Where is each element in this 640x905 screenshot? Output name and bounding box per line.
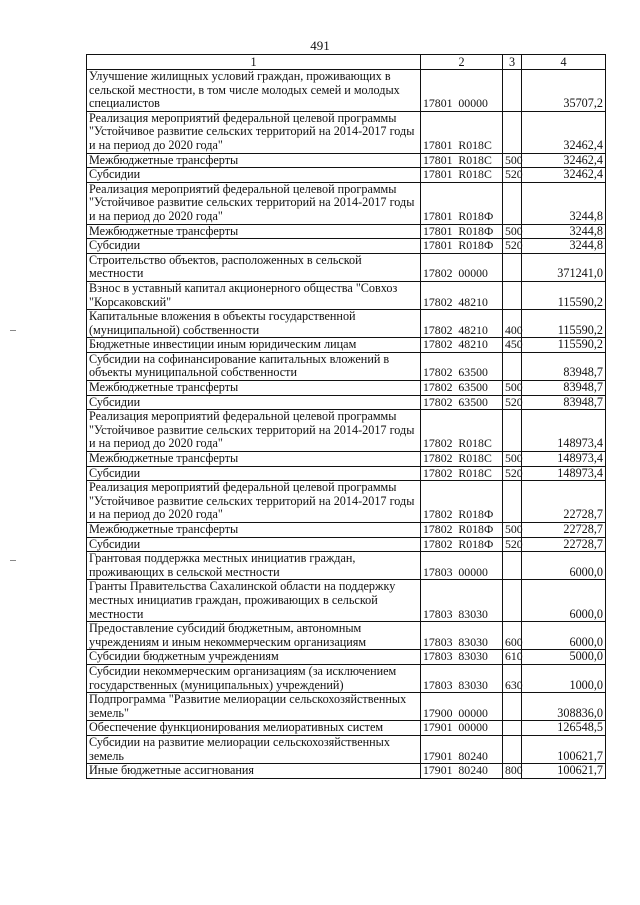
row-name: Реализация мероприятий федеральной целевой программы "Устойчивое развитие сельских территорий на 2014-2017 годы и на период до 2020 года" xyxy=(87,410,421,452)
table-row xyxy=(87,552,606,580)
row-expense-type xyxy=(503,281,522,309)
row-amount: 6000,0 xyxy=(522,580,606,622)
row-name: Обеспечение функционирования мелиоративных систем xyxy=(87,721,421,736)
row-code: 17901 00000 xyxy=(421,721,503,736)
row-expense-type xyxy=(503,580,522,622)
row-code: 17802 R018Ф xyxy=(421,481,503,523)
row-code: 17802 48210 xyxy=(421,338,503,353)
row-amount: 3244,8 xyxy=(522,182,606,224)
row-expense-type xyxy=(503,481,522,523)
row-expense-type xyxy=(503,182,522,224)
row-expense-type: 520 xyxy=(503,537,522,552)
row-code: 17802 63500 xyxy=(421,395,503,410)
header-col-3: 3 xyxy=(503,55,522,70)
row-expense-type: 450 xyxy=(503,338,522,353)
row-amount: 115590,2 xyxy=(522,281,606,309)
page-number: 491 xyxy=(310,38,330,53)
row-name: Субсидии xyxy=(87,395,421,410)
row-expense-type: 500 xyxy=(503,153,522,168)
row-expense-type xyxy=(503,70,522,112)
row-code: 17803 83030 xyxy=(421,650,503,665)
table-row xyxy=(87,224,606,239)
row-amount: 22728,7 xyxy=(522,523,606,538)
row-name: Межбюджетные трансферты xyxy=(87,381,421,396)
row-code: 17801 R018Ф xyxy=(421,239,503,254)
row-code: 17801 R018C xyxy=(421,111,503,153)
row-name: Реализация мероприятий федеральной целевой программы "Устойчивое развитие сельских территорий на 2014-2017 годы и на период до 2020 года" xyxy=(87,182,421,224)
row-expense-type: 500 xyxy=(503,452,522,467)
table-row xyxy=(87,182,606,224)
row-expense-type xyxy=(503,693,522,721)
row-name: Строительство объектов, расположенных в сельской местности xyxy=(87,253,421,281)
row-expense-type: 520 xyxy=(503,466,522,481)
row-expense-type: 500 xyxy=(503,224,522,239)
table-row xyxy=(87,466,606,481)
table-row xyxy=(87,580,606,622)
table-row xyxy=(87,664,606,692)
row-amount: 3244,8 xyxy=(522,224,606,239)
row-code: 17802 R018C xyxy=(421,410,503,452)
row-name: Межбюджетные трансферты xyxy=(87,224,421,239)
row-name: Улучшение жилищных условий граждан, проживающих в сельской местности, в том числе молодых семей и молодых специалистов xyxy=(87,70,421,112)
row-code: 17802 R018C xyxy=(421,452,503,467)
table-header xyxy=(87,55,606,70)
row-expense-type: 600 xyxy=(503,622,522,650)
table-row xyxy=(87,481,606,523)
row-name: Субсидии xyxy=(87,537,421,552)
row-name: Субсидии xyxy=(87,168,421,183)
row-amount: 126548,5 xyxy=(522,721,606,736)
header-col-2: 2 xyxy=(421,55,503,70)
table-row xyxy=(87,537,606,552)
row-amount: 35707,2 xyxy=(522,70,606,112)
row-name: Субсидии на развитие мелиорации сельскохозяйственных земель xyxy=(87,735,421,763)
row-amount: 83948,7 xyxy=(522,352,606,380)
table-row xyxy=(87,650,606,665)
table-row xyxy=(87,239,606,254)
row-amount: 1000,0 xyxy=(522,664,606,692)
row-code: 17802 00000 xyxy=(421,253,503,281)
row-amount: 371241,0 xyxy=(522,253,606,281)
table-row xyxy=(87,310,606,338)
budget-table xyxy=(86,54,606,779)
row-amount: 115590,2 xyxy=(522,310,606,338)
margin-mark xyxy=(10,560,16,561)
row-amount: 100621,7 xyxy=(522,735,606,763)
row-amount: 148973,4 xyxy=(522,410,606,452)
row-name: Предоставление субсидий бюджетным, автономным учреждениям и иным некоммерческим организациям xyxy=(87,622,421,650)
row-amount: 5000,0 xyxy=(522,650,606,665)
row-amount: 115590,2 xyxy=(522,338,606,353)
row-amount: 3244,8 xyxy=(522,239,606,254)
row-amount: 22728,7 xyxy=(522,537,606,552)
row-name: Взнос в уставный капитал акционерного общества "Совхоз "Корсаковский" xyxy=(87,281,421,309)
table-row xyxy=(87,281,606,309)
row-amount: 32462,4 xyxy=(522,153,606,168)
row-code: 17801 00000 xyxy=(421,70,503,112)
row-amount: 6000,0 xyxy=(522,552,606,580)
row-amount: 308836,0 xyxy=(522,693,606,721)
row-name: Межбюджетные трансферты xyxy=(87,153,421,168)
row-code: 17802 48210 xyxy=(421,281,503,309)
row-expense-type: 610 xyxy=(503,650,522,665)
row-code: 17802 R018Ф xyxy=(421,523,503,538)
row-code: 17900 00000 xyxy=(421,693,503,721)
row-name: Межбюджетные трансферты xyxy=(87,523,421,538)
table-row xyxy=(87,70,606,112)
row-code: 17802 R018Ф xyxy=(421,537,503,552)
row-amount: 83948,7 xyxy=(522,381,606,396)
row-amount: 83948,7 xyxy=(522,395,606,410)
table-row xyxy=(87,764,606,779)
row-code: 17802 48210 xyxy=(421,310,503,338)
row-amount: 148973,4 xyxy=(522,452,606,467)
row-code: 17803 83030 xyxy=(421,622,503,650)
row-expense-type: 520 xyxy=(503,239,522,254)
row-amount: 148973,4 xyxy=(522,466,606,481)
header-row xyxy=(87,55,606,70)
row-name: Реализация мероприятий федеральной целевой программы "Устойчивое развитие сельских территорий на 2014-2017 годы и на период до 2020 года" xyxy=(87,111,421,153)
header-col-4: 4 xyxy=(522,55,606,70)
row-expense-type: 520 xyxy=(503,168,522,183)
row-expense-type: 800 xyxy=(503,764,522,779)
row-name: Капитальные вложения в объекты государственной (муниципальной) собственности xyxy=(87,310,421,338)
row-expense-type xyxy=(503,552,522,580)
row-code: 17802 R018C xyxy=(421,466,503,481)
row-code: 17901 80240 xyxy=(421,735,503,763)
row-name: Субсидии xyxy=(87,239,421,254)
table-row xyxy=(87,452,606,467)
row-name: Грантовая поддержка местных инициатив граждан, проживающих в сельской местности xyxy=(87,552,421,580)
row-name: Иные бюджетные ассигнования xyxy=(87,764,421,779)
table-row xyxy=(87,395,606,410)
table-row xyxy=(87,523,606,538)
row-code: 17801 R018Ф xyxy=(421,182,503,224)
table-row xyxy=(87,381,606,396)
row-code: 17803 00000 xyxy=(421,552,503,580)
row-expense-type xyxy=(503,735,522,763)
row-amount: 6000,0 xyxy=(522,622,606,650)
table-row xyxy=(87,410,606,452)
row-code: 17901 80240 xyxy=(421,764,503,779)
row-expense-type: 630 xyxy=(503,664,522,692)
row-expense-type xyxy=(503,111,522,153)
row-name: Субсидии на софинансирование капитальных вложений в объекты муниципальной собственности xyxy=(87,352,421,380)
row-code: 17803 83030 xyxy=(421,580,503,622)
table-row xyxy=(87,253,606,281)
row-amount: 32462,4 xyxy=(522,168,606,183)
table-row xyxy=(87,153,606,168)
table-row xyxy=(87,111,606,153)
row-expense-type: 520 xyxy=(503,395,522,410)
row-code: 17801 R018Ф xyxy=(421,224,503,239)
row-expense-type xyxy=(503,410,522,452)
table-row xyxy=(87,338,606,353)
header-col-1: 1 xyxy=(87,55,421,70)
row-expense-type xyxy=(503,253,522,281)
table-body xyxy=(87,70,606,779)
table-row xyxy=(87,168,606,183)
row-code: 17802 63500 xyxy=(421,381,503,396)
table-row xyxy=(87,735,606,763)
row-code: 17802 63500 xyxy=(421,352,503,380)
row-code: 17801 R018C xyxy=(421,153,503,168)
table-row xyxy=(87,721,606,736)
row-code: 17801 R018C xyxy=(421,168,503,183)
row-name: Субсидии xyxy=(87,466,421,481)
row-name: Субсидии некоммерческим организациям (за исключением государственных (муниципальных) учреждений) xyxy=(87,664,421,692)
row-name: Субсидии бюджетным учреждениям xyxy=(87,650,421,665)
row-code: 17803 83030 xyxy=(421,664,503,692)
table-row xyxy=(87,622,606,650)
table-row xyxy=(87,693,606,721)
row-name: Гранты Правительства Сахалинской области на поддержку местных инициатив граждан, проживающих в сельской местности xyxy=(87,580,421,622)
row-expense-type xyxy=(503,721,522,736)
row-amount: 32462,4 xyxy=(522,111,606,153)
row-name: Подпрограмма "Развитие мелиорации сельскохозяйственных земель" xyxy=(87,693,421,721)
row-expense-type: 500 xyxy=(503,381,522,396)
row-name: Реализация мероприятий федеральной целевой программы "Устойчивое развитие сельских территорий на 2014-2017 годы и на период до 2020 года" xyxy=(87,481,421,523)
row-amount: 100621,7 xyxy=(522,764,606,779)
row-name: Бюджетные инвестиции иным юридическим лицам xyxy=(87,338,421,353)
row-expense-type xyxy=(503,352,522,380)
row-amount: 22728,7 xyxy=(522,481,606,523)
row-expense-type: 400 xyxy=(503,310,522,338)
margin-mark xyxy=(10,330,16,331)
row-expense-type: 500 xyxy=(503,523,522,538)
table-row xyxy=(87,352,606,380)
row-name: Межбюджетные трансферты xyxy=(87,452,421,467)
